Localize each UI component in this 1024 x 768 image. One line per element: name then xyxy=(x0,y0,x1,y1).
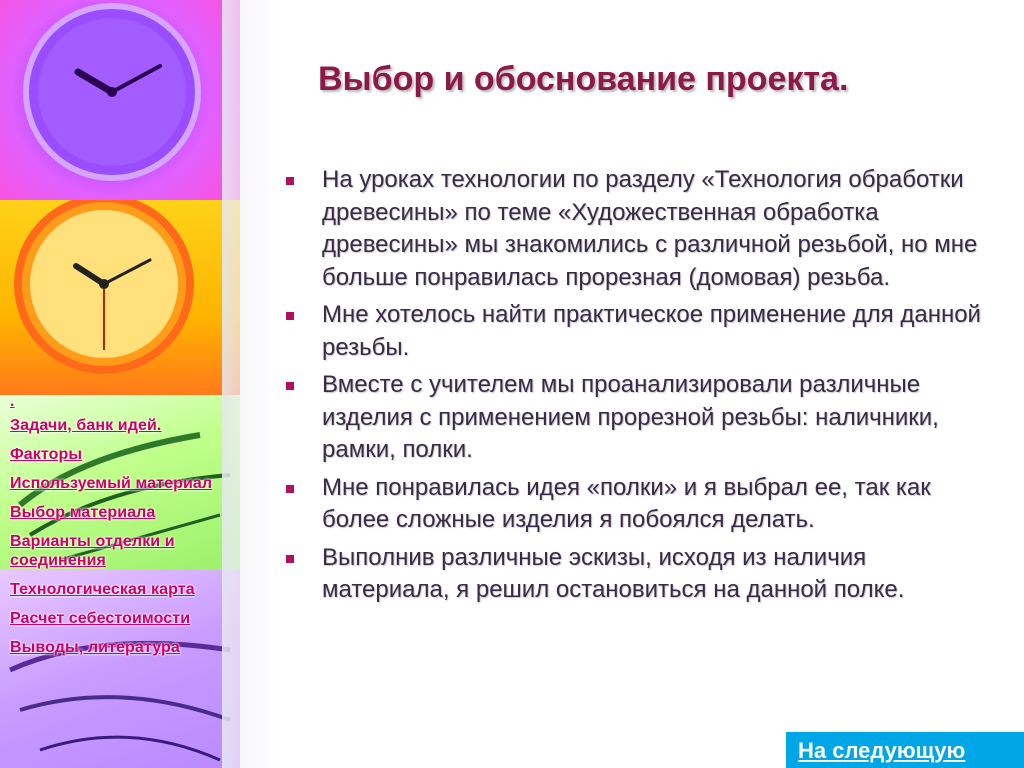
square-bullet-icon xyxy=(286,485,294,493)
nav-gap xyxy=(10,628,262,638)
bullet-item xyxy=(286,472,986,537)
nav-link-tech-card[interactable]: Технологическая карта xyxy=(10,581,195,598)
bullet-item xyxy=(286,164,986,294)
bullet-item xyxy=(286,369,986,467)
square-bullet-icon xyxy=(286,382,294,390)
bullet-text: Вместе с учителем мы проанализировали различные изделия с применением прорезной резьбы: наличники, рамки, полки. xyxy=(322,371,939,463)
nav-gap xyxy=(10,406,262,416)
square-bullet-icon xyxy=(286,312,294,320)
clock-image-pink xyxy=(0,0,240,200)
nav-link-dot[interactable]: . xyxy=(10,393,15,410)
nav-link-finishing-options[interactable]: Варианты отделки и соединения xyxy=(10,533,175,569)
bullet-item xyxy=(286,299,986,364)
nav-link-cost-calc[interactable]: Расчет себестоимости xyxy=(10,610,191,627)
nav-link-material-used[interactable]: Используемый материал xyxy=(10,475,213,492)
clock-image-yellow xyxy=(0,200,240,395)
slide-title: Выбор и обоснование проекта. xyxy=(318,60,849,98)
nav-gap xyxy=(10,570,262,580)
nav-link-tasks[interactable]: Задачи, банк идей. xyxy=(10,417,162,434)
bullet-item xyxy=(286,542,986,607)
nav-gap xyxy=(10,493,262,503)
clock-pink-icon xyxy=(0,0,240,200)
square-bullet-icon xyxy=(286,555,294,563)
nav-gap xyxy=(10,464,262,474)
side-nav xyxy=(10,392,262,657)
bullet-list xyxy=(286,164,986,612)
bullet-text: Мне понравилась идея «полки» и я выбрал ее, так как более сложные изделия я побоялся делать. xyxy=(322,473,931,533)
nav-gap xyxy=(10,435,262,445)
nav-gap xyxy=(10,599,262,609)
bullet-text: Выполнив различные эскизы, исходя из наличия материала, я решил остановиться на данной полке. xyxy=(322,543,905,603)
next-slide-button[interactable]: На следующую xyxy=(786,732,1024,768)
square-bullet-icon xyxy=(286,177,294,185)
nav-link-material-choice[interactable]: Выбор материала xyxy=(10,504,156,521)
nav-link-factors[interactable]: Факторы xyxy=(10,446,83,463)
nav-link-conclusions[interactable]: Выводы, литература xyxy=(10,639,180,656)
clock-yellow-icon xyxy=(0,200,240,395)
nav-gap xyxy=(10,522,262,532)
bullet-text: На уроках технологии по разделу «Технология обработки древесины» по теме «Художественная обработка древесины» мы знакомились с различной резьбой, но мне больше понравилась прорезная (домовая) резьба. xyxy=(322,166,978,291)
bullet-text: Мне хотелось найти практическое применение для данной резьбы. xyxy=(322,301,981,361)
